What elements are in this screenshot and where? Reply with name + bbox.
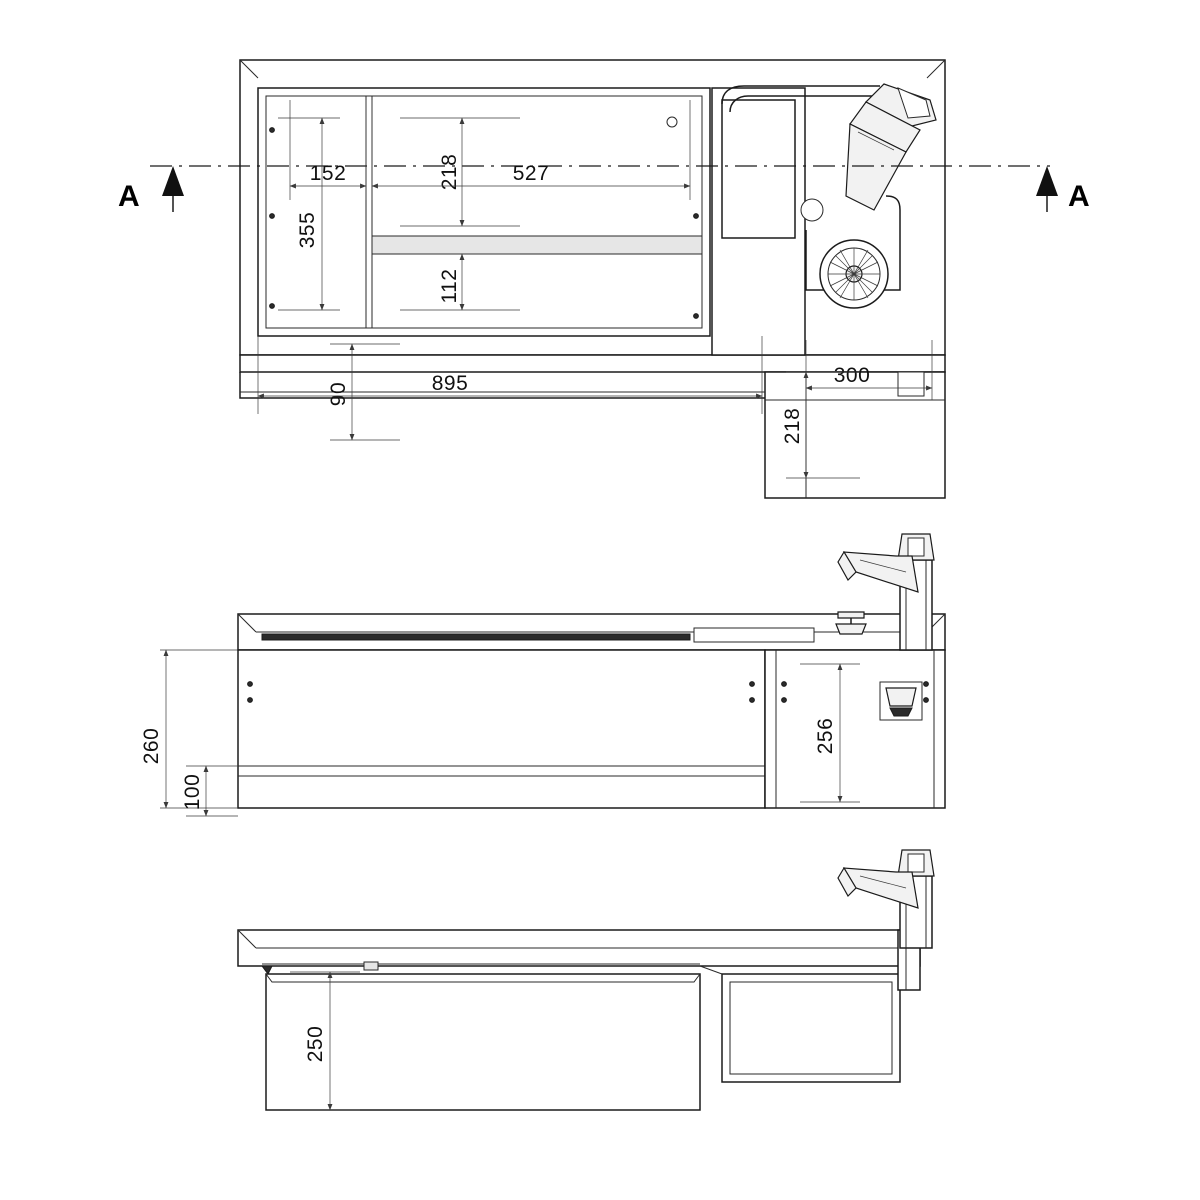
screw-detail: [248, 698, 253, 703]
screw-detail: [694, 314, 699, 319]
deck-valve-handle: [838, 612, 864, 618]
dim-112-text: 112: [438, 268, 461, 304]
hob-recess-inner: [266, 96, 702, 328]
screw-detail: [270, 214, 275, 219]
dim-152-text: 152: [309, 162, 347, 185]
screw-detail: [924, 698, 929, 703]
screw-detail: [750, 682, 755, 687]
top-view: [118, 60, 1090, 498]
dim-527-text: 527: [512, 162, 550, 185]
section-basin-left: [266, 974, 700, 1110]
screw-detail: [782, 698, 787, 703]
dim-895-text: 895: [431, 372, 469, 395]
dim-260-text: 260: [140, 727, 163, 765]
dim-218-top-text: 218: [438, 153, 461, 191]
section-label-right: A: [1068, 180, 1090, 213]
sink-drain-hole: [801, 199, 823, 221]
hob-grate-bar: [372, 236, 702, 254]
worktop-band-left: [240, 372, 765, 398]
projection-detail-box: [898, 372, 924, 396]
dim-100-text: 100: [181, 773, 204, 811]
screw-detail: [782, 682, 787, 687]
dim-300-text: 300: [833, 364, 871, 387]
section-label-left: A: [118, 180, 140, 213]
front-body-right: [765, 650, 945, 808]
screw-detail: [924, 682, 929, 687]
section-basin-right: [722, 974, 900, 1082]
dim-250-text: 250: [304, 1025, 327, 1063]
screw-detail: [694, 214, 699, 219]
front-hob-seam: [262, 634, 690, 640]
front-body-left: [238, 650, 765, 808]
side-section-view: [238, 850, 934, 1110]
section-edge-mark: [262, 966, 272, 974]
drain-outlet-inner: [886, 688, 916, 706]
screw-detail: [270, 304, 275, 309]
front-view: [140, 534, 945, 816]
dim-355-text: 355: [296, 211, 319, 249]
dim-256-text: 256: [814, 717, 837, 755]
section-mark-left: [118, 166, 184, 213]
front-sink-rim: [694, 628, 814, 642]
screw-detail: [270, 128, 275, 133]
screw-detail: [248, 682, 253, 687]
dim-100: [181, 766, 238, 816]
section-tap-head-inner: [908, 854, 924, 872]
deck-valve-body: [836, 624, 866, 634]
tap-head-inner: [908, 538, 924, 556]
section-small-detail: [364, 962, 378, 970]
dim-90-text: 90: [327, 381, 350, 407]
section-mark-right: [1036, 166, 1090, 213]
burner-knob-detail: [667, 117, 677, 127]
drain-outlet-shadow: [890, 708, 912, 716]
sink-basin-inner: [722, 100, 795, 238]
dim-218-right-text: 218: [781, 407, 804, 445]
screw-detail: [750, 698, 755, 703]
